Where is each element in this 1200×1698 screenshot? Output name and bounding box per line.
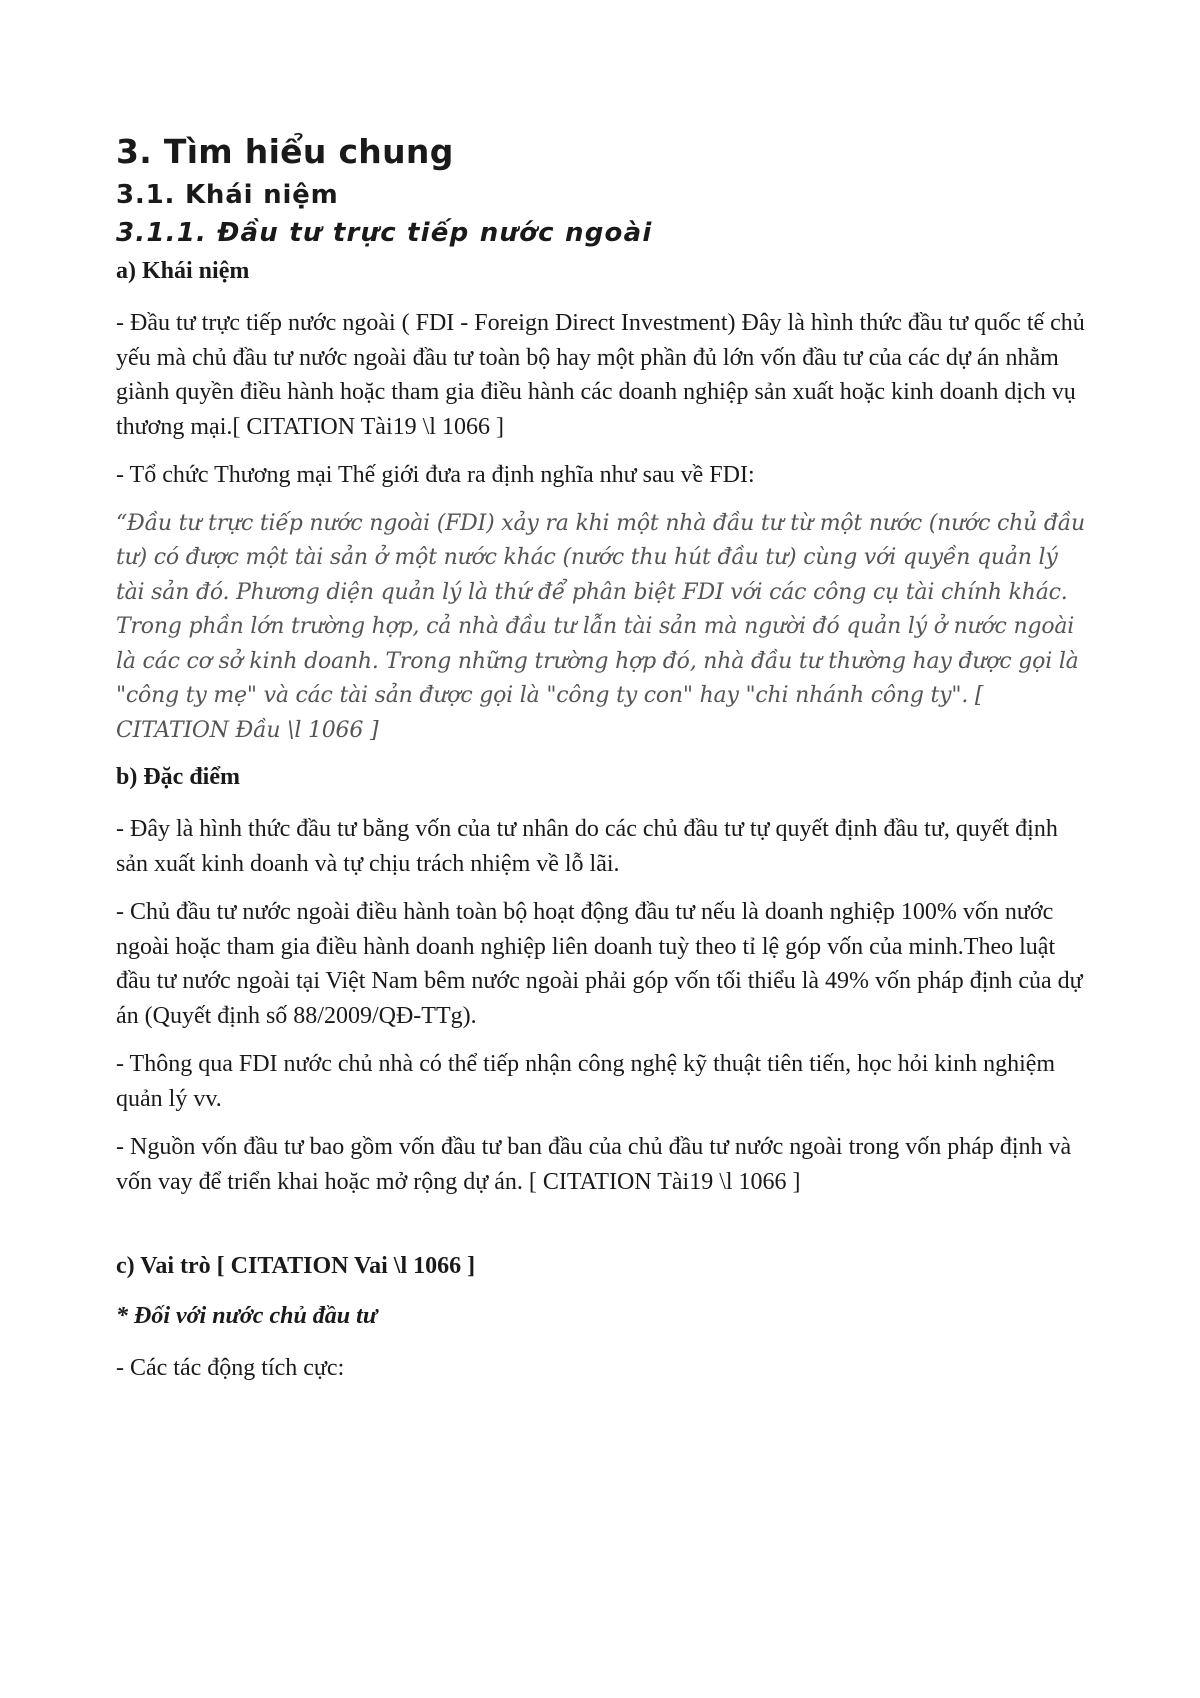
- subsubsection-title: 3.1.1. Đầu tư trực tiếp nước ngoài: [116, 218, 653, 248]
- wto-definition-quote: “Đầu tư trực tiếp nước ngoài (FDI) xảy ra khi một nhà đầu tư từ một nước (nước chủ đầu tư) có được một tài sản ở một nước khác (nước thu hút đầu tư) cùng với quyền quản lý tài sản đó. Phương diện quản lý là thứ để phân biệt FDI với các công cụ tài chính khác. Trong phần lớn trường hợp, cả nhà đầu tư lẫn tài sản mà người đó quản lý ở nước ngoài là các cơ sở kinh doanh. Trong những trường hợp đó, nhà đầu tư thường hay được gọi là "công ty mẹ" và các tài sản được gọi là "công ty con" hay "chi nhánh công ty". [ CITATION Đầu \l 1066 ]: [116, 510, 1085, 743]
- part-c-heading: c) Vai trò [ CITATION Vai \l 1066 ]: [116, 1253, 476, 1279]
- part-b-paragraph-3: - Thông qua FDI nước chủ nhà có thể tiếp nhận công nghệ kỹ thuật tiên tiến, học hỏi kinh nghiệm quản lý vv.: [116, 1051, 1056, 1112]
- part-b-paragraph-2: - Chủ đầu tư nước ngoài điều hành toàn bộ hoạt động đầu tư nếu là doanh nghiệp 100% vốn nước ngoài hoặc tham gia điều hành doanh nghiệp liên doanh tuỳ theo tỉ lệ góp vốn của minh.Theo luật đầu tư nước ngoài tại Việt Nam bêm nước ngoài phải góp vốn tối thiểu là 49% vốn pháp định của dự án (Quyết định số 88/2009/QĐ-TTg).: [116, 899, 1083, 1029]
- part-a-paragraph-1: - Đầu tư trực tiếp nước ngoài ( FDI - Foreign Direct Investment) Đây là hình thức đầu tư quốc tế chủ yếu mà chủ đầu tư nước ngoài đầu tư toàn bộ hay một phần đủ lớn vốn đầu tư của các dự án nhằm giành quyền điều hành hoặc tham gia điều hành các doanh nghiệp sản xuất hoặc kinh doanh dịch vụ thương mại.[ CITATION Tài19 \l 1066 ]: [116, 310, 1085, 440]
- part-b-paragraph-4: - Nguồn vốn đầu tư bao gồm vốn đầu tư ban đầu của chủ đầu tư nước ngoài trong vốn pháp định và vốn vay để triển khai hoặc mở rộng dự án. [ CITATION Tài19 \l 1066 ]: [116, 1134, 1072, 1195]
- blank-line: [116, 1213, 1092, 1251]
- part-c-paragraph-1: - Các tác động tích cực:: [116, 1355, 345, 1381]
- document-page: [116, 132, 1092, 1400]
- section-title: 3. Tìm hiểu chung: [116, 132, 454, 171]
- part-c-subheading: * Đối với nước chủ đầu tư: [116, 1303, 378, 1329]
- subsection-title: 3.1. Khái niệm: [116, 180, 339, 210]
- part-b-paragraph-1: - Đây là hình thức đầu tư bằng vốn của tư nhân do các chủ đầu tư tự quyết định đầu tư, quyết định sản xuất kinh doanh và tự chịu trách nhiệm về lỗ lãi.: [116, 816, 1058, 877]
- part-a-heading: a) Khái niệm: [116, 258, 250, 284]
- part-a-paragraph-2: - Tổ chức Thương mại Thế giới đưa ra định nghĩa như sau về FDI:: [116, 462, 755, 488]
- part-b-heading: b) Đặc điểm: [116, 764, 240, 790]
